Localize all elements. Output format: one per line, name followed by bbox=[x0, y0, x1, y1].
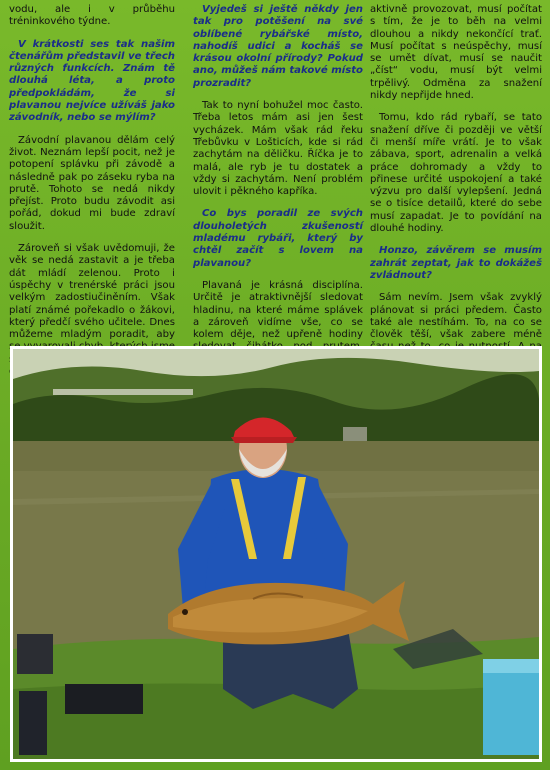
text-column-3 bbox=[370, 4, 542, 388]
interview-question: Co bys poradil ze svých dlouholetých zkušeností mladému rybáři, který by chtěl začít s lovem na plavanou? bbox=[193, 208, 363, 269]
interview-question: V krátkosti ses tak našim čtenářům představil ve třech různých funkcích. Znám tě dlouhá léta, a proto předpokládám, že si plavanou nejvíce užíváš jako závodník, nebo se mýlím? bbox=[9, 38, 175, 124]
interview-paragraph: aktivně provozovat, musí počítat s tím, že je to běh na velmi dlouhou a nikdy nekončící trať. Musí počítat s neúspěchy, musí se umět dívat, musí se naučit „číst“ vodu, musí být velmi trpělivý. Odměna za snažení nikdy nepřijde hned. bbox=[370, 4, 542, 102]
interview-paragraph: Zároveň si však uvědomuji, že věk se nedá zastavit a je třeba dát mládí zelenou. Proto i úspěchy v trenérské práci jsou velkým zadostiučiněním. Však platí známé pořekadlo o žákovi, který předčí svého učitele. Dnes můžeme mladým poradit, aby bbox=[9, 243, 175, 341]
interview-paragraph: Plavaná je krásná disciplína. Určitě je atraktivnější sledovat hladinu, na které máme splávek a zároveň vidíme vše, co se kolem děje, než upřeně hodiny bbox=[193, 279, 363, 341]
interview-question: Vyjedeš si ještě někdy jen tak pro potěšení na své oblíbené rybářské místo, nahodíš udici a kocháš se krásou okolní přírody? Pokud ano, můžeš nám takové místo prozradit? bbox=[193, 4, 363, 89]
interview-paragraph: vodu, ale i v průběhu tréninkového týdne. bbox=[9, 4, 175, 28]
interview-paragraph: Tak to nyní bohužel moc často. Třeba letos mám asi jen šest vycházek. Mám však rád řeku Třebůvku v Lošticích, kde si rád zachytám na děličku. Říčka je to malá, ale ryb je tu dostatek a vždy si zachytám. Není problém ulovit i pěkného kapříka. bbox=[193, 100, 363, 198]
interview-paragraph: Sám nevím. Jsem však zvyklý plánovat si práci předem. Často také ale nestíhám. To, na co se člověk těší, však zabere méně bbox=[370, 292, 542, 341]
interview-paragraph: Tomu, kdo rád rybaří, se tato snažení dříve či později ve větší či menší míře vrátí. Je to však zábava, sport, adrenalin a velká práce dohromady a vždy to přinese určité uspokojení a také výzvu pro další vylepšení. Jedná se o tisíce detailů, které do sebe musí zapadat. Je to povídání na dlouhé hodiny. bbox=[370, 112, 542, 235]
text-column-2 bbox=[193, 4, 363, 388]
photo-frame bbox=[10, 346, 542, 762]
interview-paragraph: Závodní plavanou dělám celý život. Neznám lepší pocit, než je potopení splávku při závodě a následně pak po záseku ryba na prutě. Tohoto se nedá nikdy přejíst. Proto budu závodit asi pořád, dokud mi bude zdraví sloužit. bbox=[9, 134, 175, 232]
interview-question: Honzo, závěrem se musím zahrát zeptat, jak to dokážeš zvládnout? bbox=[370, 245, 542, 281]
text-column-1 bbox=[9, 4, 175, 388]
angler-with-carp-photo bbox=[13, 349, 539, 759]
